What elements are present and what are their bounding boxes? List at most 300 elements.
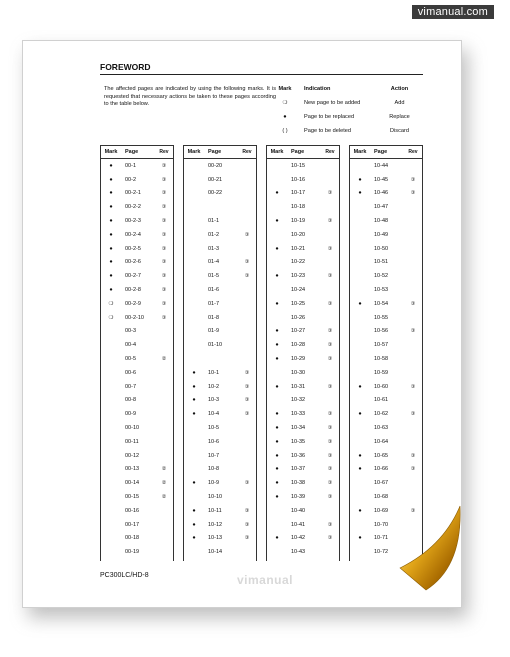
cell-rev: ③ — [327, 300, 333, 307]
cell-page: 10-40 — [291, 507, 306, 514]
cell-mark: ❍ — [108, 314, 114, 321]
cell-rev: ③ — [327, 535, 333, 542]
cell-page: 10-68 — [374, 494, 389, 501]
cell-page: 10-45 — [374, 176, 389, 183]
cell-mark: ● — [275, 342, 279, 349]
table-row — [184, 242, 256, 256]
cell-page: 10-25 — [291, 300, 306, 307]
header-rev: Rev — [408, 149, 418, 155]
table-row — [101, 490, 173, 504]
table-row — [101, 463, 173, 477]
cell-mark: ● — [275, 245, 279, 252]
cell-rev: ③ — [410, 466, 416, 473]
legend-header-action: Action — [390, 86, 409, 92]
table-row — [184, 380, 256, 394]
cell-page: 00-12 — [125, 452, 140, 459]
table-row — [267, 200, 339, 214]
table-row — [101, 200, 173, 214]
cell-rev: ③ — [327, 383, 333, 390]
cell-mark: ❍ — [108, 300, 114, 307]
cell-page: 00-7 — [125, 383, 137, 390]
table-row — [184, 449, 256, 463]
intro-paragraph: The affected pages are indicated by using the following marks. It is requested that necessary actions be taken to these pages according to the table below. — [104, 86, 276, 108]
header-rev: Rev — [242, 149, 252, 155]
table-header — [350, 145, 422, 159]
table-row — [350, 311, 422, 325]
cell-page: 10-3 — [208, 397, 220, 404]
cell-mark: ● — [192, 397, 196, 404]
table-row — [350, 366, 422, 380]
cell-mark: ● — [358, 535, 362, 542]
header-page: Page — [125, 149, 139, 155]
cell-rev: ② — [161, 480, 167, 487]
legend-mark: ( ) — [282, 128, 288, 134]
table-row — [101, 228, 173, 242]
cell-mark: ● — [192, 535, 196, 542]
cell-mark: ● — [358, 176, 362, 183]
table-row — [267, 421, 339, 435]
cell-mark: ● — [275, 425, 279, 432]
cell-page: 10-44 — [374, 162, 389, 169]
cell-page: 00-21 — [208, 176, 223, 183]
cell-rev: ③ — [161, 273, 167, 280]
table-row — [267, 463, 339, 477]
cell-page: 01-5 — [208, 273, 220, 280]
site-watermark: vimanual.com — [412, 5, 494, 19]
cell-rev: ③ — [410, 328, 416, 335]
table-row — [350, 476, 422, 490]
table-row — [267, 518, 339, 532]
legend-mark: ❍ — [282, 100, 288, 106]
cell-page: 10-63 — [374, 425, 389, 432]
cell-page: 00-4 — [125, 342, 137, 349]
table-row — [267, 490, 339, 504]
cell-page: 01-2 — [208, 231, 220, 238]
table-row — [184, 338, 256, 352]
table-row — [184, 518, 256, 532]
cell-rev: ② — [161, 466, 167, 473]
cell-rev: ③ — [410, 383, 416, 390]
cell-rev: ③ — [244, 397, 250, 404]
cell-mark: ● — [192, 411, 196, 418]
table-row — [101, 407, 173, 421]
cell-mark: ● — [109, 190, 113, 197]
table-row — [350, 435, 422, 449]
table-row — [101, 476, 173, 490]
table-row — [184, 228, 256, 242]
cell-mark: ● — [275, 411, 279, 418]
table-row — [350, 297, 422, 311]
table-row — [101, 297, 173, 311]
cell-page: 10-12 — [208, 521, 223, 528]
cell-mark: ● — [192, 507, 196, 514]
cell-rev: ③ — [327, 328, 333, 335]
cell-page: 10-23 — [291, 273, 306, 280]
table-row — [267, 407, 339, 421]
cell-page: 00-18 — [125, 535, 140, 542]
table-row — [350, 380, 422, 394]
cell-mark: ● — [275, 190, 279, 197]
table-row — [184, 366, 256, 380]
table-row — [267, 173, 339, 187]
table-row — [184, 532, 256, 546]
cell-page: 10-29 — [291, 356, 306, 363]
cell-page: 10-20 — [291, 231, 306, 238]
cell-rev: ③ — [327, 425, 333, 432]
cell-rev: ③ — [327, 480, 333, 487]
table-row — [101, 187, 173, 201]
header-page: Page — [374, 149, 388, 155]
legend-action: Discard — [390, 128, 409, 134]
cell-page: 10-70 — [374, 521, 389, 528]
cell-page: 10-4 — [208, 411, 220, 418]
table-row — [101, 311, 173, 325]
cell-page: 00-2-9 — [125, 300, 141, 307]
table-row — [267, 214, 339, 228]
cell-page: 00-2-4 — [125, 231, 141, 238]
cell-mark: ● — [192, 369, 196, 376]
cell-page: 01-1 — [208, 218, 220, 225]
cell-page: 10-13 — [208, 535, 223, 542]
table-row — [267, 269, 339, 283]
cell-mark: ● — [275, 356, 279, 363]
table-row — [267, 435, 339, 449]
cell-page: 10-18 — [291, 204, 306, 211]
cell-rev: ③ — [410, 190, 416, 197]
cell-page: 10-71 — [374, 535, 389, 542]
table-row — [184, 325, 256, 339]
header-page: Page — [291, 149, 305, 155]
cell-page: 00-13 — [125, 466, 140, 473]
cell-page: 00-15 — [125, 494, 140, 501]
header-rev: Rev — [325, 149, 335, 155]
table-row — [101, 173, 173, 187]
cell-mark: ● — [358, 452, 362, 459]
table-row — [184, 490, 256, 504]
table-row — [184, 214, 256, 228]
page-title: FOREWORD — [100, 62, 151, 72]
cell-rev: ③ — [327, 356, 333, 363]
table-header — [184, 145, 256, 159]
cell-mark: ● — [109, 245, 113, 252]
cell-rev: ③ — [327, 411, 333, 418]
cell-page: 00-2-3 — [125, 218, 141, 225]
cell-page: 10-47 — [374, 204, 389, 211]
cell-mark: ● — [109, 273, 113, 280]
cell-mark: ● — [358, 383, 362, 390]
cell-rev: ③ — [244, 259, 250, 266]
table-row — [267, 504, 339, 518]
cell-mark: ● — [275, 383, 279, 390]
cell-page: 10-35 — [291, 438, 306, 445]
table-row — [267, 187, 339, 201]
cell-page: 01-4 — [208, 259, 220, 266]
table-row — [184, 256, 256, 270]
cell-page: 10-5 — [208, 425, 220, 432]
cell-page: 01-6 — [208, 287, 220, 294]
cell-rev: ③ — [161, 259, 167, 266]
cell-mark: ● — [192, 383, 196, 390]
cell-rev: ③ — [161, 218, 167, 225]
cell-mark: ● — [275, 452, 279, 459]
legend-indication: Page to be replaced — [304, 114, 355, 120]
cell-rev: ③ — [327, 342, 333, 349]
table-row — [350, 269, 422, 283]
cell-page: 10-31 — [291, 383, 306, 390]
table-row — [184, 200, 256, 214]
cell-mark: ● — [192, 480, 196, 487]
cell-rev: ③ — [161, 204, 167, 211]
cell-rev: ③ — [244, 383, 250, 390]
table-row — [184, 269, 256, 283]
cell-rev: ③ — [410, 176, 416, 183]
title-rule — [100, 74, 423, 75]
cell-page: 00-2 — [125, 176, 137, 183]
cell-page: 10-21 — [291, 245, 306, 252]
cell-mark: ● — [275, 328, 279, 335]
cell-page: 10-15 — [291, 162, 306, 169]
legend-mark: ● — [283, 114, 287, 120]
table-row — [101, 518, 173, 532]
cell-rev: ③ — [161, 314, 167, 321]
table-row — [267, 449, 339, 463]
table-row — [184, 297, 256, 311]
cell-mark: ● — [275, 466, 279, 473]
table-row — [267, 325, 339, 339]
table-row — [101, 283, 173, 297]
cell-mark: ● — [275, 535, 279, 542]
cell-page: 00-2-1 — [125, 190, 141, 197]
cell-mark: ● — [109, 162, 113, 169]
table-row — [350, 283, 422, 297]
table-row — [350, 173, 422, 187]
revision-column-2 — [183, 145, 257, 561]
table-row — [101, 380, 173, 394]
legend-indication: Page to be deleted — [304, 128, 351, 134]
table-row — [184, 187, 256, 201]
table-row — [101, 421, 173, 435]
cell-page: 10-36 — [291, 452, 306, 459]
cell-rev: ③ — [327, 190, 333, 197]
cell-rev: ③ — [244, 535, 250, 542]
table-header — [267, 145, 339, 159]
cell-page: 10-26 — [291, 314, 306, 321]
cell-page: 10-16 — [291, 176, 306, 183]
table-row — [101, 242, 173, 256]
cell-page: 10-56 — [374, 328, 389, 335]
cell-rev: ③ — [244, 521, 250, 528]
center-watermark: vimanual — [237, 573, 294, 587]
cell-page: 10-48 — [374, 218, 389, 225]
cell-page: 00-17 — [125, 521, 140, 528]
table-row — [350, 407, 422, 421]
cell-page: 00-1 — [125, 162, 137, 169]
cell-rev: ③ — [327, 438, 333, 445]
cell-page: 10-17 — [291, 190, 306, 197]
cell-page: 01-8 — [208, 314, 220, 321]
cell-mark: ● — [109, 176, 113, 183]
cell-rev: ③ — [327, 452, 333, 459]
table-row — [101, 435, 173, 449]
cell-page: 00-6 — [125, 369, 137, 376]
table-row — [101, 269, 173, 283]
table-row — [184, 173, 256, 187]
cell-page: 10-33 — [291, 411, 306, 418]
legend-action: Add — [394, 100, 405, 106]
cell-rev: ③ — [161, 300, 167, 307]
cell-mark: ● — [358, 411, 362, 418]
table-row — [101, 394, 173, 408]
cell-rev: ③ — [410, 411, 416, 418]
table-row — [101, 159, 173, 173]
cell-mark: ● — [358, 300, 362, 307]
cell-page: 00-9 — [125, 411, 137, 418]
table-row — [101, 545, 173, 559]
cell-page: 10-10 — [208, 494, 223, 501]
cell-page: 10-22 — [291, 259, 306, 266]
cell-mark: ● — [275, 218, 279, 225]
table-row — [350, 421, 422, 435]
header-mark: Mark — [187, 149, 201, 155]
header-mark: Mark — [270, 149, 284, 155]
table-row — [184, 159, 256, 173]
footer-model: PC300LC/HD-8 — [100, 572, 149, 579]
table-row — [101, 325, 173, 339]
table-row — [267, 380, 339, 394]
cell-page: 10-46 — [374, 190, 389, 197]
cell-page: 10-54 — [374, 300, 389, 307]
cell-rev: ③ — [327, 494, 333, 501]
cell-page: 10-67 — [374, 480, 389, 487]
cell-rev: ③ — [327, 245, 333, 252]
cell-mark: ● — [275, 438, 279, 445]
table-row — [184, 463, 256, 477]
cell-page: 10-27 — [291, 328, 306, 335]
table-row — [267, 352, 339, 366]
table-row — [350, 449, 422, 463]
cell-page: 00-16 — [125, 507, 140, 514]
cell-page: 10-30 — [291, 369, 306, 376]
cell-page: 01-7 — [208, 300, 220, 307]
cell-rev: ② — [161, 356, 167, 363]
cell-page: 10-14 — [208, 549, 223, 556]
cell-page: 01-3 — [208, 245, 220, 252]
cell-page: 00-19 — [125, 549, 140, 556]
cell-page: 10-60 — [374, 383, 389, 390]
header-rev: Rev — [159, 149, 169, 155]
cell-page: 10-32 — [291, 397, 306, 404]
cell-rev: ③ — [327, 273, 333, 280]
cell-page: 10-24 — [291, 287, 306, 294]
table-row — [101, 352, 173, 366]
cell-rev: ③ — [410, 507, 416, 514]
table-row — [101, 532, 173, 546]
cell-rev: ③ — [244, 273, 250, 280]
table-row — [350, 159, 422, 173]
cell-rev: ③ — [161, 287, 167, 294]
table-row — [267, 338, 339, 352]
cell-page: 10-58 — [374, 356, 389, 363]
table-row — [184, 504, 256, 518]
cell-page: 10-43 — [291, 549, 306, 556]
cell-page: 10-2 — [208, 383, 220, 390]
cell-page: 10-65 — [374, 452, 389, 459]
table-row — [350, 352, 422, 366]
cell-mark: ● — [109, 204, 113, 211]
cell-page: 10-50 — [374, 245, 389, 252]
cell-page: 10-1 — [208, 369, 220, 376]
cell-mark: ● — [109, 287, 113, 294]
cell-page: 01-10 — [208, 342, 223, 349]
table-row — [101, 214, 173, 228]
cell-page: 00-2-7 — [125, 273, 141, 280]
table-row — [267, 532, 339, 546]
cell-page: 10-64 — [374, 438, 389, 445]
table-row — [101, 504, 173, 518]
legend-row — [278, 128, 448, 142]
cell-rev: ③ — [327, 521, 333, 528]
cell-rev: ③ — [327, 218, 333, 225]
table-row — [350, 242, 422, 256]
cell-page: 10-57 — [374, 342, 389, 349]
table-row — [184, 476, 256, 490]
header-page: Page — [208, 149, 222, 155]
cell-page: 10-59 — [374, 369, 389, 376]
legend-row — [278, 100, 448, 114]
cell-mark: ● — [109, 231, 113, 238]
cell-page: 10-72 — [374, 549, 389, 556]
cell-rev: ③ — [161, 231, 167, 238]
legend-header — [278, 86, 448, 100]
cell-page: 00-20 — [208, 162, 223, 169]
table-row — [350, 463, 422, 477]
revision-column-3 — [266, 145, 340, 561]
table-row — [184, 283, 256, 297]
table-row — [267, 228, 339, 242]
cell-page: 00-22 — [208, 190, 223, 197]
table-row — [350, 214, 422, 228]
cell-page: 10-6 — [208, 438, 220, 445]
cell-page: 10-69 — [374, 507, 389, 514]
cell-rev: ③ — [161, 190, 167, 197]
legend-indication: New page to be added — [304, 100, 361, 106]
table-row — [267, 283, 339, 297]
cell-page: 10-42 — [291, 535, 306, 542]
cell-rev: ③ — [244, 480, 250, 487]
revision-column-1 — [100, 145, 174, 561]
cell-page: 01-9 — [208, 328, 220, 335]
cell-page: 10-66 — [374, 466, 389, 473]
cell-mark: ● — [275, 300, 279, 307]
cell-rev: ③ — [244, 507, 250, 514]
table-row — [267, 311, 339, 325]
table-row — [267, 297, 339, 311]
cell-rev: ③ — [244, 231, 250, 238]
table-row — [101, 338, 173, 352]
revision-column-4 — [349, 145, 423, 561]
page-curl-icon — [392, 502, 482, 592]
cell-page: 10-38 — [291, 480, 306, 487]
table-row — [267, 476, 339, 490]
cell-rev: ③ — [327, 466, 333, 473]
cell-rev: ③ — [161, 176, 167, 183]
cell-page: 00-11 — [125, 438, 139, 445]
cell-page: 10-41 — [291, 521, 306, 528]
cell-rev: ③ — [161, 162, 167, 169]
table-row — [184, 311, 256, 325]
cell-page: 10-8 — [208, 466, 220, 473]
legend-row — [278, 114, 448, 128]
